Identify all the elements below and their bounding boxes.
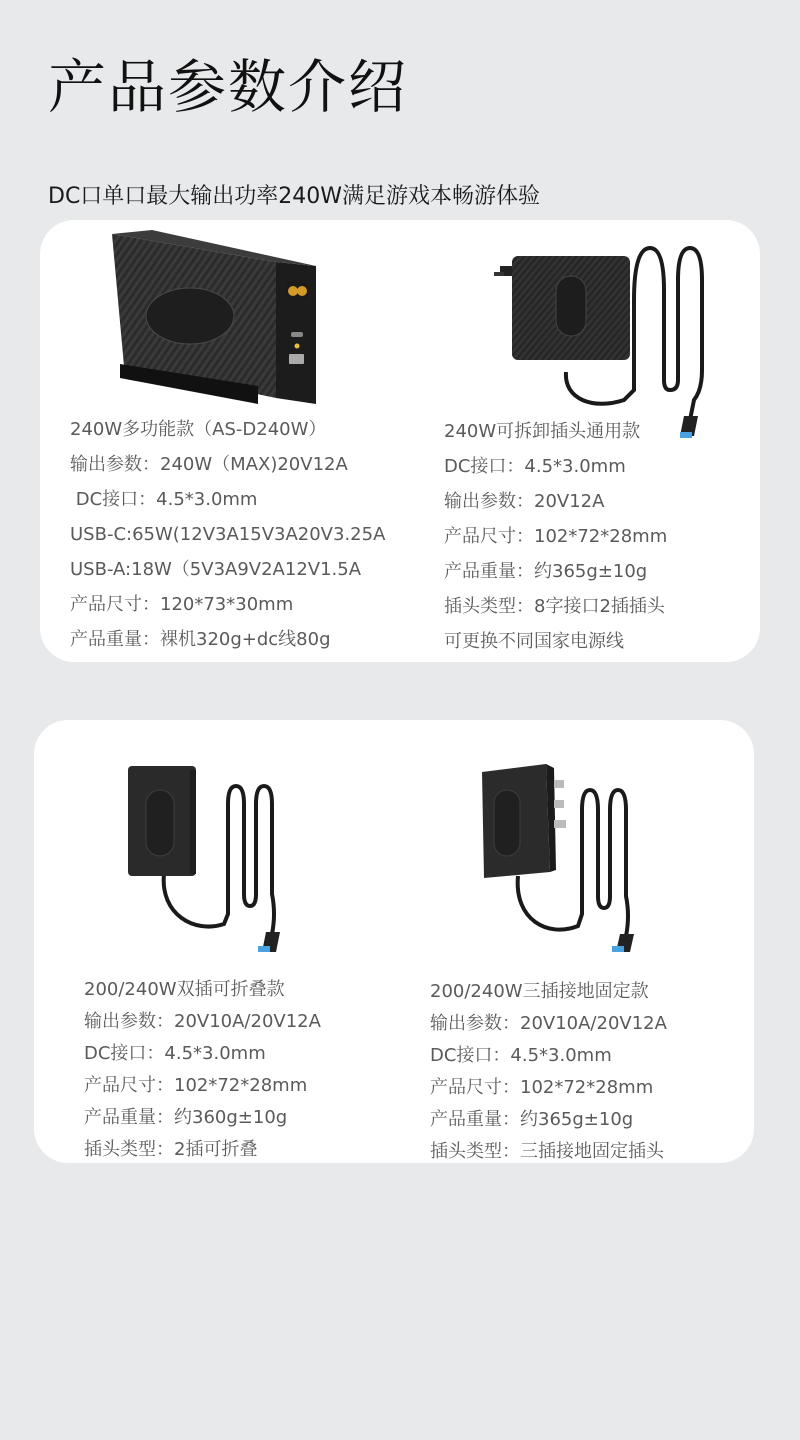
product-specs-240w-multifunction xyxy=(70,412,385,657)
spec-line: DC接口：4.5*3.0mm xyxy=(84,1043,266,1064)
spec-line: DC接口：4.5*3.0mm xyxy=(444,456,626,477)
spec-line: DC接口：4.5*3.0mm xyxy=(70,489,258,510)
page-subtitle: DC口单口最大输出功率240W满足游戏本畅游体验 xyxy=(48,184,541,209)
spec-line: 产品重量：约365g±10g xyxy=(444,561,648,582)
spec-line: 产品尺寸：102*72*28mm xyxy=(444,526,668,547)
page-title: 产品参数介绍 xyxy=(48,53,409,121)
product-specs-three-prong xyxy=(430,976,667,1168)
spec-line: USB-A:18W（5V3A9V2A12V1.5A xyxy=(70,559,362,580)
spec-line: 插头类型：2插可折叠 xyxy=(84,1139,258,1160)
product-card-top xyxy=(40,220,760,662)
spec-line: 输出参数：20V10A/20V12A xyxy=(84,1011,321,1032)
spec-line: 可更换不同国家电源线 xyxy=(444,631,624,652)
spec-line: 240W多功能款（AS-D240W） xyxy=(70,419,327,440)
spec-line: 240W可拆卸插头通用款 xyxy=(444,421,641,442)
spec-line: 200/240W双插可折叠款 xyxy=(84,979,285,1000)
product-card-bottom xyxy=(34,720,754,1163)
spec-line: 输出参数：20V12A xyxy=(444,491,605,512)
spec-line: 插头类型：三插接地固定插头 xyxy=(430,1141,664,1162)
spec-line: 产品尺寸：102*72*28mm xyxy=(430,1077,654,1098)
three-prong-adapter-image xyxy=(478,760,648,956)
spec-line: 200/240W三插接地固定款 xyxy=(430,981,649,1002)
spec-line: 插头类型：8字接口2插插头 xyxy=(444,596,665,617)
desktop-power-station-image xyxy=(108,228,320,410)
spec-line: USB-C:65W(12V3A15V3A20V3.25A xyxy=(70,524,386,545)
spec-line: 产品重量：约365g±10g xyxy=(430,1109,634,1130)
spec-line: 产品重量：约360g±10g xyxy=(84,1107,288,1128)
spec-line: 产品重量：裸机320g+dc线80g xyxy=(70,629,331,650)
product-specs-240w-detachable xyxy=(444,414,667,659)
spec-line: 输出参数：240W（MAX)20V12A xyxy=(70,454,348,475)
spec-line: 输出参数：20V10A/20V12A xyxy=(430,1013,667,1034)
spec-line: 产品尺寸：120*73*30mm xyxy=(70,594,294,615)
spec-line: 产品尺寸：102*72*28mm xyxy=(84,1075,308,1096)
product-specs-foldable xyxy=(84,974,321,1166)
spec-line: DC接口：4.5*3.0mm xyxy=(430,1045,612,1066)
foldable-plug-adapter-image xyxy=(124,764,294,956)
